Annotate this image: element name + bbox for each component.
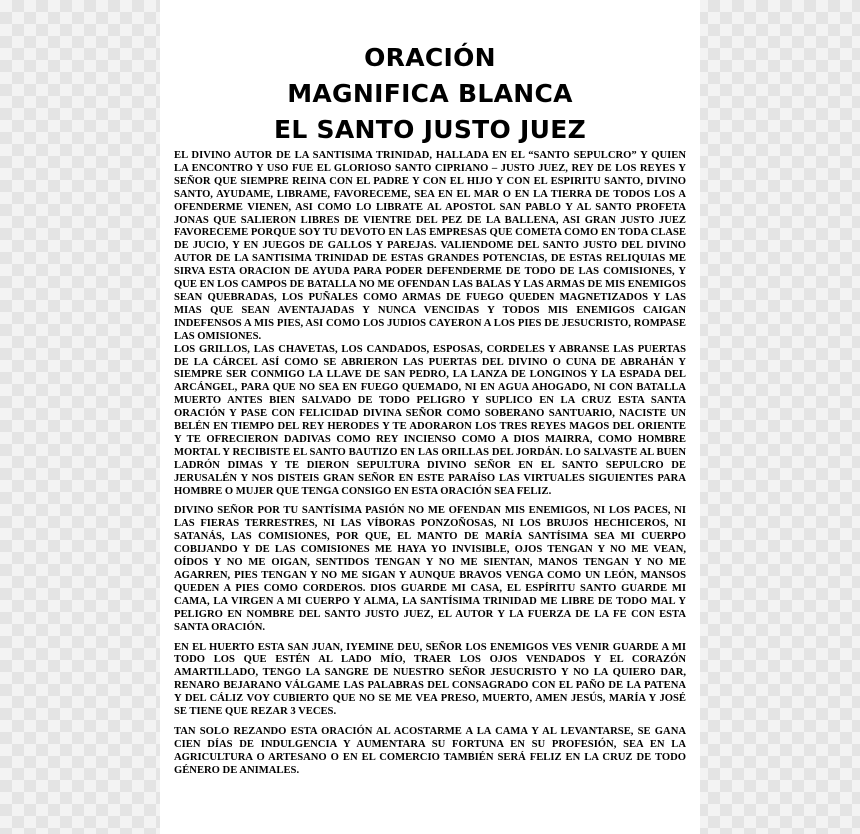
paragraph-5: TAN SOLO REZANDO ESTA ORACIÓN AL ACOSTARME A LA CAMA Y AL LEVANTARSE, SE GANA CIEN DÍAS DE INDULGENCIA Y AUMENTARA SU FORTUNA EN SU PROFESIÓN, SEA EN LA AGRICULTURA O ARTESANO O EN EL COMERCIO TAMBIÉN SERÁ FELIZ EN LA CRUZ DE TODO GÉNERO DE ANIMALES.: [174, 725, 686, 776]
paragraph-4: EN EL HUERTO ESTA SAN JUAN, IYEMINE DEU, SEÑOR LOS ENEMIGOS VES VENIR GUARDE A MI TODO LOS QUE ESTÉN AL LADO MÍO, TRAER LOS OJOS VENDADOS Y EL CORAZÓN AMARTILLADO, TENGO LA SANGRE DE NUESTRO SEÑOR JESUCRISTO Y NO LA QUIERO DAR, RENARO BEJARANO VÁLGAME LAS PALABRAS DEL CONSAGRADO CON EL PAÑO DE LA PATENA Y DEL CÁLIZ VOY CUBIERTO QUE NO SE ME VEA PRESO, MUERTO, AMEN JESÚS, MARÍA Y JOSÉ SE TIENE QUE REZAR 3 VECES.: [174, 641, 686, 718]
title-line-3: EL SANTO JUSTO JUEZ: [273, 115, 587, 144]
title-line-2: MAGNIFICA BLANCA: [287, 79, 573, 108]
document-sheet: [160, 0, 700, 834]
title-line-1: ORACIÓN: [364, 43, 496, 72]
document-title: [160, 40, 700, 148]
document-body: [174, 150, 686, 778]
paragraph-1: EL DIVINO AUTOR DE LA SANTISIMA TRINIDAD, HALLADA EN EL “SANTO SEPULCRO” Y QUIEN LA ENCONTRO Y USO FUE EL GLORIOSO SANTO CIPRIANO – JUSTO JUEZ, REY DE LOS REYES Y SEÑOR QUE SIEMPRE REINA CON EL PADRE Y CON EL HIJO Y CON EL ESPIRITU SANTO, DIVINO SANTO, AYUDAME, LIBRAME, FAVORECEME, SEA EN EL MAR O EN LA TIERRA DE TODOS LOS A OFENDERME VIENEN, ASI COMO LO LIBRATE AL APOSTOL SAN PABLO Y AL SANTO PROFETA JONAS QUE SALIERON LIBRES DE VIENTRE DEL PEZ DE LA BALLENA, ASI GRAN JUSTO JUEZ FAVORECEME PORQUE SOY TU DEVOTO EN LAS EMPRESAS QUE COMETA COMO EN TODA CLASE DE JUCIO, Y EN JUEGOS DE GALLOS Y PAREJAS. VALIENDOME DEL SANTO JUSTO DEL DIVINO AUTOR DE LA SANTISIMA TRINIDAD DE ESTAS GRANDES POTENCIAS, DE ESTAS RELIQUIAS ME SIRVA ESTA ORACION DE AYUDA PARA PODER DEFENDERME DE TODO DE LAS COMISIONES, Y QUE EN LOS CAMPOS DE BATALLA NO ME OFENDAN LAS BALAS Y LAS ARMAS DE MIS ENEMIGOS SEAN QUEBRADAS, LOS PUÑALES COMO ARMAS DE FUEGO QUEDEN MAGNETIZADOS Y LAS MIAS QUE SEAN AVENTAJADAS Y NUNCA VENCIDAS Y TODOS MIS ENEMIGOS CAIGAN INDEFENSOS A MIS PIES, ASI COMO LOS JUDIOS CAYERON A LOS PIES DE JESUCRISTO, ROMPASE LAS OMISIONES.: [174, 150, 686, 342]
paragraph-2: LOS GRILLOS, LAS CHAVETAS, LOS CANDADOS, ESPOSAS, CORDELES Y ABRANSE LAS PUERTAS DE LA CÁRCEL ASÍ COMO SE ABRIERON LAS PUERTAS DEL DIVINO O CUNA DE ABRAHÁN Y SIEMPRE SER CONMIGO LA LLAVE DE SAN PEDRO, LA LANZA DE LONGINOS Y LA ESPADA DEL ARCÁNGEL, PARA QUE NO SEA EN FUEGO QUEMADO, NI EN AGUA AHOGADO, NI CON BATALLA MUERTO ANTES BIEN SALVADO DE TODO PELIGRO Y SUPLICO EN LA CRUZ ESTA SANTA ORACIÓN Y PASE CON FELICIDAD DIVINA SEÑOR COMO SOBERANO SANTUARIO, NACISTE UN BELÉN EN TIEMPO DEL REY HERODES Y TE ADORARON LOS TRES REYES MAGOS DEL ORIENTE Y TE OFRECIERON DADIVAS COMO REY INCIENSO COMO A DIOS MAIRRA, COMO HOMBRE MORTAL Y RECIBISTE EL SANTO BAUTIZO EN LAS ORILLAS DEL JORDÁN. LO SALVASTE AL BUEN LADRÓN DIMAS Y TE DIERON SEPULTURA DIVINO SEÑOR EN EL SANTO SEPULCRO DE JERUSALÉN Y NOS DISTEIS GRAN SEÑOR EN ESTE PARAÍSO LAS VIRTUALES SIGUIENTES PARA HOMBRE O MUJER QUE TENGA CONSIGO EN ESTA ORACIÓN SEA FELIZ.: [174, 343, 686, 497]
paragraph-3: DIVINO SEÑOR POR TU SANTÍSIMA PASIÓN NO ME OFENDAN MIS ENEMIGOS, NI LOS PACES, NI LAS FIERAS TERRESTRES, NI LAS VÍBORAS PONZOÑOSAS, NI LOS BRUJOS HECHICEROS, NI SATANÁS, LAS COMISIONES, POR QUE, EL MANTO DE MARÍA SANTÍSIMA SEA MI CUERPO COBIJANDO Y DE LAS COMISIONES ME HAYA YO INVISIBLE, OJOS TENGAN Y NO ME VEAN, OÍDOS Y NO ME OIGAN, SENTIDOS TENGAN Y NO ME SIENTAN, MANOS TENGAN Y NO ME AGARREN, PIES TENGAN Y NO ME SIGAN Y AUNQUE BRAVOS VENGA COMO UN LEÓN, MANSOS QUEDEN A PIES COMO CORDEROS. DIOS GUARDE MI CASA, EL ESPÍRITU SANTO GUARDE MI CAMA, LA VIRGEN A MI CUERPO Y ALMA, LA SANTÍSIMA TRINIDAD ME LIBRE DE TODO MAL Y PELIGRO EN NOMBRE DEL SANTO JUSTO JUEZ, EL AUTOR Y LA FUERZA DE LA FE CON ESTA SANTA ORACIÓN.: [174, 505, 686, 633]
